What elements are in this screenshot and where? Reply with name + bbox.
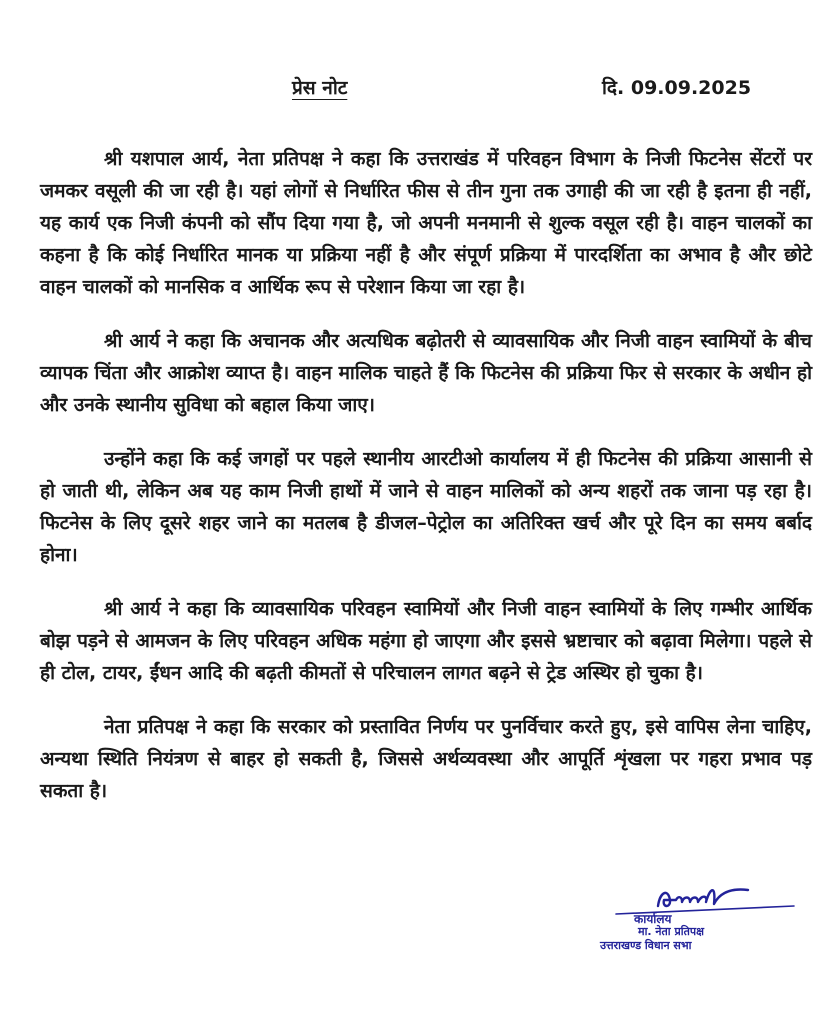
paragraph-2: श्री आर्य ने कहा कि अचानक और अत्यधिक बढ़ोतरी से व्यावसायिक और निजी वाहन स्वामियों के बीच व्यापक चिंता और आक्रोश व्याप्त है। वाहन मालिक चाहते हैं कि फिटनेस की प्रक्रिया फिर से सरकार के अधीन हो और उनके स्थानीय सुविधा को बहाल किया जाए। [40, 330, 812, 416]
signature-block [598, 878, 798, 958]
signature-office: कार्यालय [634, 912, 672, 926]
paragraph-1: श्री यशपाल आर्य, नेता प्रतिपक्ष ने कहा कि उत्तराखंड में परिवहन विभाग के निजी फिटनेस सेंटरों पर जमकर वसूली की जा रही है। यहां लोगों से निर्धारित फीस से तीन गुना तक उगाही की जा रही है इतना ही नहीं, यह कार्य एक निजी कंपनी को सौंप दिया गया है, जो अपनी मनमानी से शुल्क वसूल रही है। वाहन चालकों का कहना है कि कोई निर्धारित मानक या प्रक्रिया नहीं है और संपूर्ण प्रक्रिया में पारदर्शिता का अभाव है और छोटे वाहन चालकों को मानसिक व आर्थिक रूप से परेशान किया जा रहा है। [40, 148, 812, 298]
paragraph-5: नेता प्रतिपक्ष ने कहा कि सरकार को प्रस्तावित निर्णय पर पुनर्विचार करते हुए, इसे वापिस लेना चाहिए, अन्यथा स्थिति नियंत्रण से बाहर हो सकती है, जिससे अर्थव्यवस्था और आपूर्ति शृंखला पर गहरा प्रभाव पड़ सकता है। [40, 716, 812, 802]
signature-assembly: उत्तराखण्ड विधान सभा [600, 939, 692, 952]
document-date: दि. 09.09.2025 [602, 77, 752, 99]
paragraph-4: श्री आर्य ने कहा कि व्यावसायिक परिवहन स्वामियों और निजी वाहन स्वामियों के लिए गम्भीर आर्थिक बोझ पड़ने से आमजन के लिए परिवहन अधिक महंगा हो जाएगा और इससे भ्रष्टाचार को बढ़ावा मिलेगा। पहले से ही टोल, टायर, ईंधन आदि की बढ़ती कीमतों से परिचालन लागत बढ़ने से ट्रेड अस्थिर हो चुका है। [40, 598, 812, 684]
signature-designation: मा. नेता प्रतिपक्ष [638, 925, 705, 938]
page-title: प्रेस नोट [292, 77, 348, 99]
document-header [0, 74, 839, 106]
handwritten-signature [598, 878, 798, 918]
document-body [40, 143, 812, 829]
paragraph-3: उन्होंने कहा कि कई जगहों पर पहले स्थानीय आरटीओ कार्यालय में ही फिटनेस की प्रक्रिया आसानी से हो जाती थी, लेकिन अब यह काम निजी हाथों में जाने से वाहन मालिकों को अन्य शहरों तक जाना पड़ रहा है। फिटनेस के लिए दूसरे शहर जाने का मतलब है डीजल–पेट्रोल का अतिरिक्त खर्च और पूरे दिन का समय बर्बाद होना। [40, 448, 812, 566]
